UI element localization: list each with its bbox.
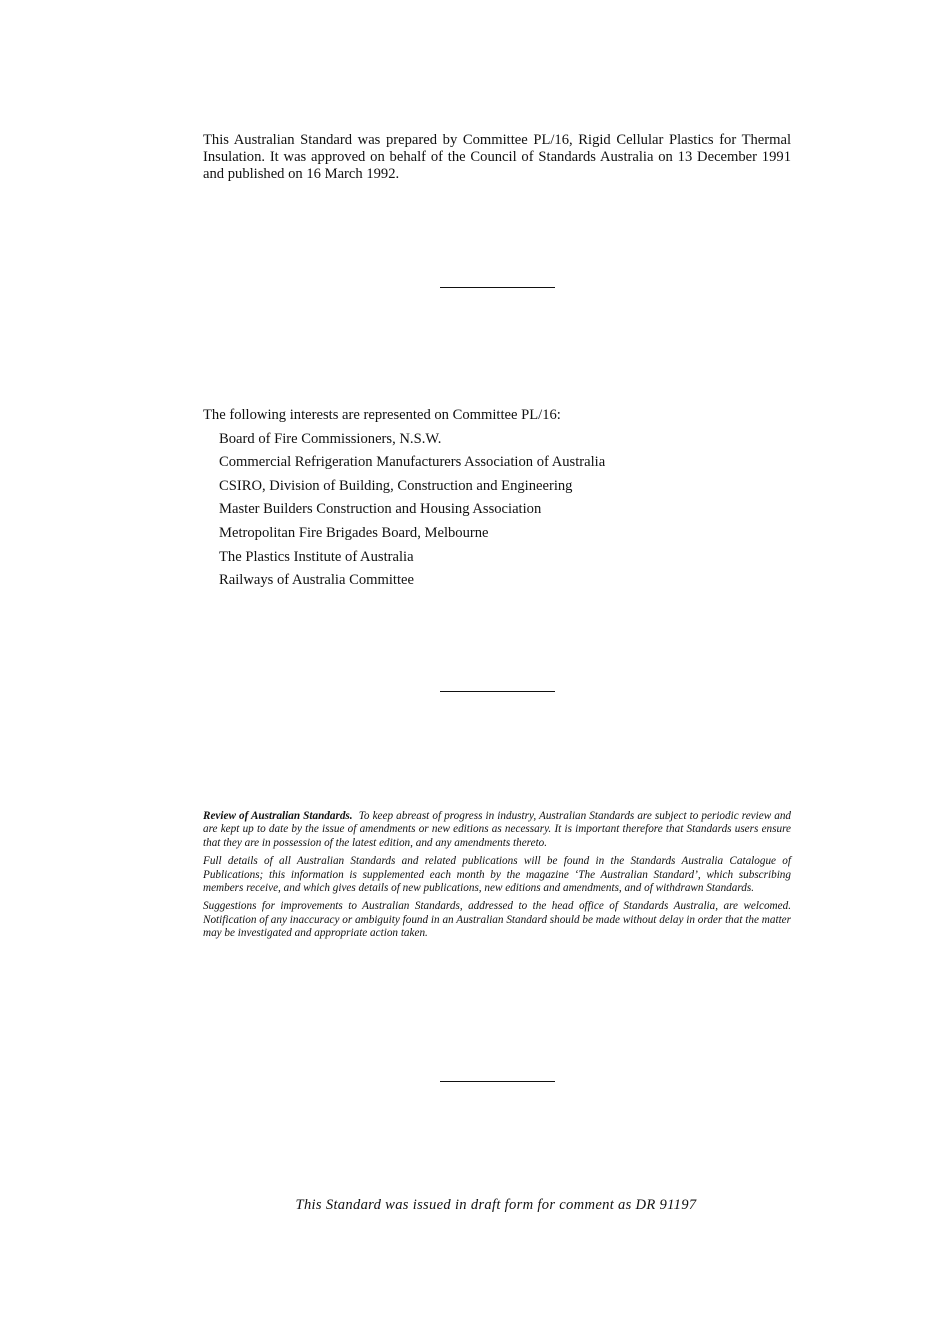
list-item: Master Builders Construction and Housing Association bbox=[219, 501, 542, 518]
section-divider bbox=[440, 1081, 555, 1082]
list-item: The Plastics Institute of Australia bbox=[219, 548, 414, 565]
review-text: To keep abreast of progress in industry, Australian Standards are subject to periodic review and are kept up to date by the issue of amendments or new editions as necessary. It is important therefore that Standards users ensure that they are in possession of the latest edition, and any amendments thereto. bbox=[203, 810, 792, 849]
catalogue-paragraph: Full details of all Australian Standards and related publications will be found in the Standards Australia Catalogue of Publications; this information is supplemented each month by the magazine ‘The Australian Standard’, which subscribing members receive, and which gives details of new publications, new editions and amendments, and of withdrawn Standards. bbox=[203, 855, 791, 895]
list-item: CSIRO, Division of Building, Construction and Engineering bbox=[219, 477, 573, 494]
section-divider bbox=[440, 691, 555, 692]
list-item: Railways of Australia Committee bbox=[219, 572, 414, 589]
list-item: Board of Fire Commissioners, N.S.W. bbox=[219, 430, 442, 447]
list-item: Commercial Refrigeration Manufacturers Association of Australia bbox=[219, 454, 606, 471]
suggestions-paragraph: Suggestions for improvements to Australian Standards, addressed to the head office of Standards Australia, are welcomed. Notification of any inaccuracy or ambiguity found in an Australian Standard should be made without delay in order that the matter may be investigated and appropriate action taken. bbox=[203, 900, 791, 940]
review-heading: Review of Australian Standards. bbox=[203, 810, 353, 822]
draft-note: This Standard was issued in draft form for comment as DR 91197 bbox=[295, 1197, 697, 1213]
list-item: Metropolitan Fire Brigades Board, Melbourne bbox=[219, 524, 489, 541]
preparation-note: This Australian Standard was prepared by Committee PL/16, Rigid Cellular Plastics for Thermal Insulation. It was approved on behalf of the Council of Standards Australia on 13 December 1991 and published on 16 March 1992. bbox=[203, 132, 791, 182]
review-paragraph bbox=[203, 810, 791, 850]
review-notice bbox=[203, 810, 791, 946]
interests-list bbox=[203, 428, 791, 593]
committee-interests bbox=[203, 404, 791, 593]
interests-intro: The following interests are represented on Committee PL/16: bbox=[203, 407, 561, 423]
section-divider bbox=[440, 287, 555, 288]
